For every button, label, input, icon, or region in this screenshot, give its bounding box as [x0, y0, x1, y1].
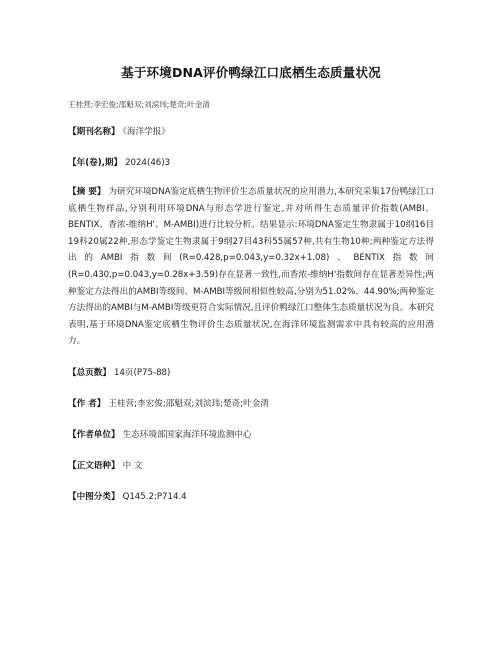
authors-label: 【作 者】: [68, 398, 106, 409]
classification-label: 【中图分类】: [68, 491, 120, 502]
year-issue-field: [68, 155, 434, 171]
abstract-label: 【摘 要】: [68, 187, 106, 197]
journal-field: [68, 124, 434, 140]
year-issue-label: 【年(卷),期】: [68, 158, 123, 168]
abstract-text: 为研究环境DNA鉴定底栖生物评价生态质量状况的应用潜力,本研究采集17份鸭绿江口底栖生物样品,分别利用环境DNA与形态学进行鉴定,并对所得生态质量评价指数(AMBI、BENTIX、香浓-维纳H'、M-AMBI)进行比较分析。结果显示:环境DNA鉴定生物隶属于10纲16目19科20属22种,形态学鉴定生物隶属于9纲27目43科55属57种,共有生物10种;两种鉴定方法得出的AMBI指数间(R=0.428,p=0.043,y=0.32x+1.08)、BENTIX指数间(R=0.430,p=0.043,y=0.28x+3.59)存在显著一致性,而香浓-维纳H'指数间存在显著差异性;两种鉴定方法得出的AMBI等级间、M-AMBI等级间相似性较高,分别为51.02%、44.90%;两种鉴定方法得出的AMBI与M-AMBI等级更符合实际情况,且评价鸭绿江口整体生态质量状况为良。本研究表明,基于环境DNA鉴定底栖生物评价生态质量状况,在海洋环境监测需求中具有较高的应用潜力。: [68, 187, 435, 347]
authors-field: [68, 396, 434, 412]
pages-value: 14页(P75-88): [113, 367, 171, 378]
abstract-field: [68, 184, 434, 350]
authors-value: 王桂营;李宏俊;邵魁双;刘滨玮;楚奇;叶金清: [108, 398, 269, 409]
language-field: [68, 458, 434, 474]
pages-label: 【总页数】: [68, 367, 111, 378]
affiliation-value: 生态环境部国家海洋环境监测中心: [122, 429, 252, 440]
page-title: 基于环境DNA评价鸭绿江口底栖生态质量状况: [121, 65, 381, 80]
journal-value: 《海洋学报》: [122, 127, 170, 137]
pages-field: [68, 365, 434, 381]
classification-field: [68, 489, 434, 505]
affiliation-field: [68, 427, 434, 443]
year-issue-value: 2024(46)3: [125, 158, 171, 168]
classification-value: Q145.2;P714.4: [122, 491, 187, 502]
language-value: 中 文: [122, 460, 143, 471]
affiliation-label: 【作者单位】: [68, 429, 120, 440]
language-label: 【正文语种】: [68, 460, 120, 471]
authors-line: 王桂营;李宏俊;邵魁双;刘滨玮;楚奇;叶金清: [68, 100, 210, 109]
journal-label: 【期刊名称】: [68, 127, 120, 137]
